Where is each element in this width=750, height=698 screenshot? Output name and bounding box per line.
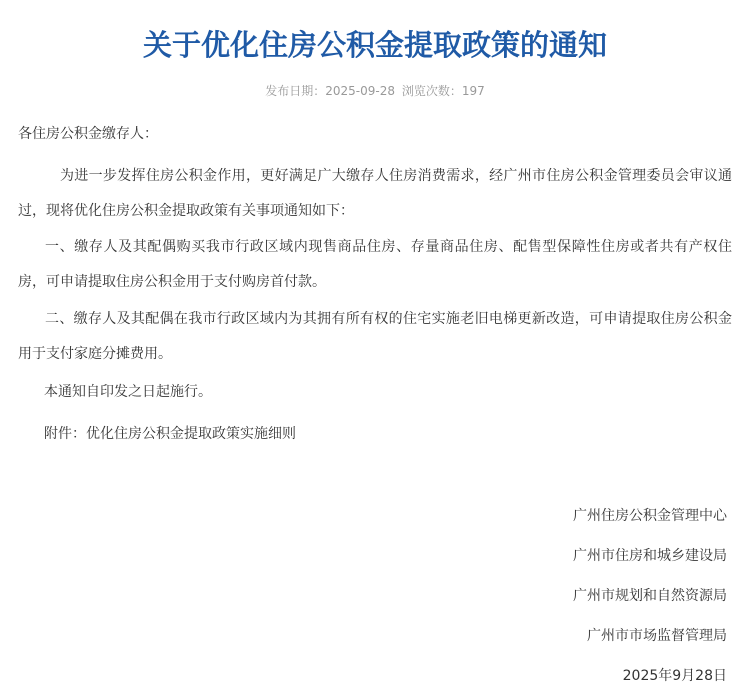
signoff	[573, 496, 727, 696]
paragraph-item-2	[18, 302, 732, 372]
issuer-housing-construction-bureau: 广州市住房和城乡建设局	[573, 548, 727, 564]
view-count: 197	[461, 84, 485, 98]
issuer-market-supervision-bureau: 广州市市场监督管理局	[587, 628, 727, 644]
paragraph-item-1	[18, 230, 732, 300]
salutation: 各住房公积金缴存人：	[18, 126, 158, 142]
effective-statement: 本通知自印发之日起施行。	[44, 384, 212, 400]
paragraph-intro	[18, 159, 732, 229]
paragraph-line: 房，可申请提取住房公积金用于支付购房首付款。	[18, 274, 326, 290]
paragraph-line: 用于支付家庭分摊费用。	[18, 346, 172, 362]
issuer-housing-fund-center: 广州住房公积金管理中心	[573, 508, 727, 524]
paragraph-line: 一、缴存人及其配偶购买我市行政区域内现售商品住房、存量商品住房、配售型保障性住房或者共有产权住	[45, 239, 732, 255]
attachment-title: 优化住房公积金提取政策实施细则	[86, 426, 296, 442]
paragraph-line: 二、缴存人及其配偶在我市行政区域内为其拥有所有权的住宅实施老旧电梯更新改造，可申请提取住房公积金	[45, 311, 732, 327]
paragraph-line: 为进一步发挥住房公积金作用，更好满足广大缴存人住房消费需求，经广州市住房公积金管理委员会审议通	[60, 168, 732, 184]
notice-meta	[0, 81, 750, 101]
issuer-planning-resources-bureau: 广州市规划和自然资源局	[573, 588, 727, 604]
paragraph-line: 过，现将优化住房公积金提取政策有关事项通知如下：	[18, 203, 354, 219]
view-count-label: 浏览次数：	[401, 84, 462, 98]
publish-date: 2025-09-28	[325, 84, 395, 98]
publish-date-label: 发布日期：	[265, 84, 326, 98]
attachment-label: 附件：	[44, 426, 86, 442]
issue-date: 2025年9月28日	[622, 668, 727, 684]
notice-body	[18, 117, 732, 452]
attachment	[18, 417, 732, 452]
notice-title: 关于优化住房公积金提取政策的通知	[142, 28, 607, 62]
